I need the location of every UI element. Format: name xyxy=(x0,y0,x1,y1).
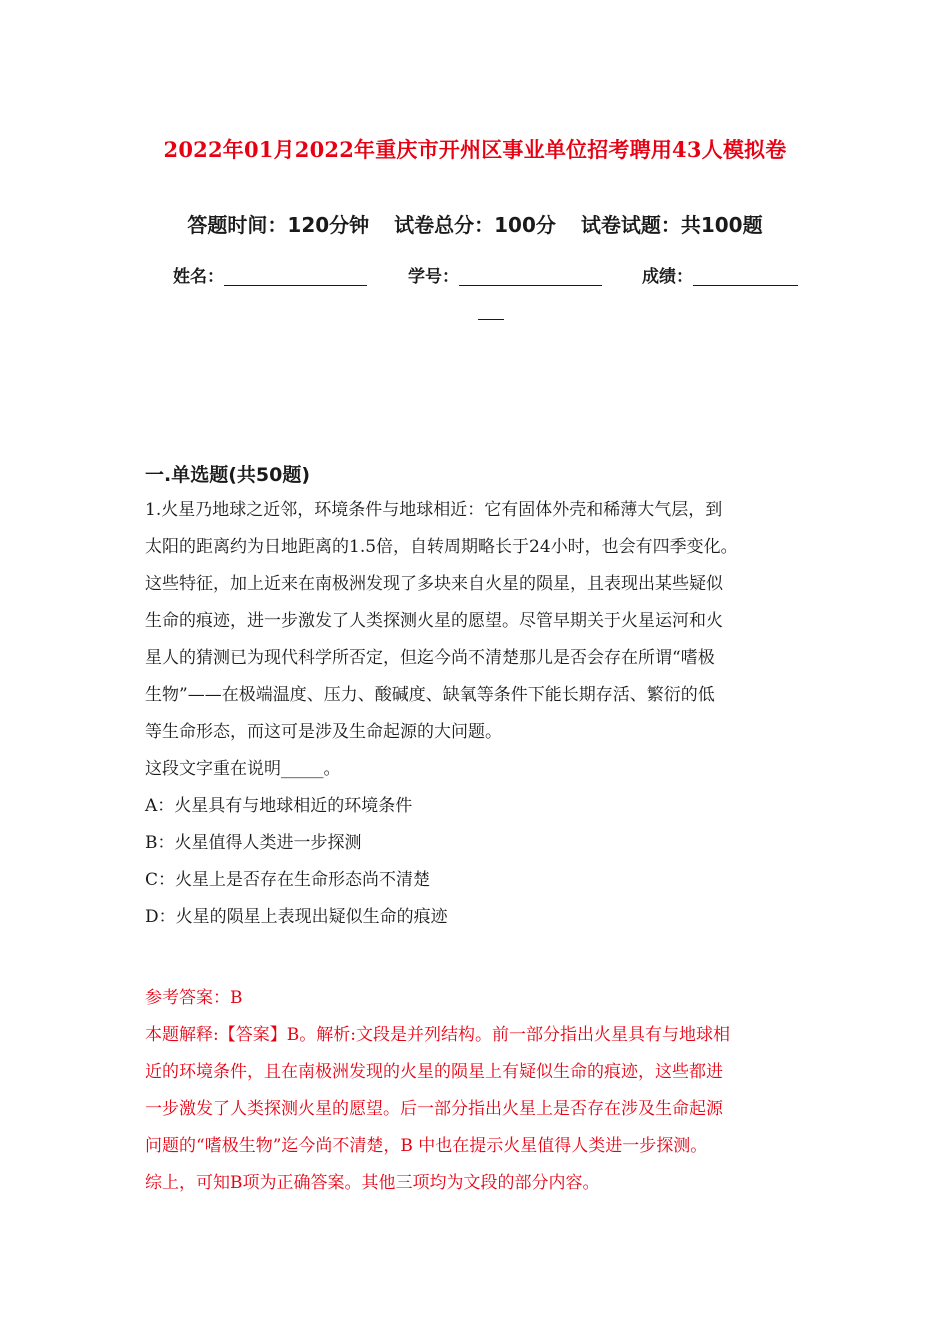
name-blank[interactable] xyxy=(224,267,367,286)
question-line: 太阳的距离约为日地距离的1.5倍，自转周期略长于24小时，也会有四季变化。 xyxy=(145,537,738,557)
exam-meta xyxy=(0,209,950,238)
question-line: 1.火星乃地球之近邻，环境条件与地球相近：它有固体外壳和稀薄大气层，到 xyxy=(145,500,723,520)
option-c: C：火星上是否存在生命形态尚不清楚 xyxy=(145,870,431,890)
id-field xyxy=(408,262,642,287)
page-title: 2022年01月2022年重庆市开州区事业单位招考聘用43人模拟卷 xyxy=(163,137,787,162)
exam-time: 答题时间：120分钟 xyxy=(187,213,370,237)
score-field xyxy=(642,262,802,287)
section-heading: 一.单选题(共50题) xyxy=(145,464,311,486)
explanation-line: 近的环境条件，且在南极洲发现的火星的陨星上有疑似生命的痕迹，这些都进 xyxy=(145,1062,723,1082)
question-line: 等生命形态，而这可是涉及生命起源的大问题。 xyxy=(145,722,502,742)
name-field xyxy=(173,262,408,287)
score-label: 成绩： xyxy=(642,267,693,287)
option-b: B：火星值得人类进一步探测 xyxy=(145,833,362,853)
explanation-line: 问题的“嗜极生物”迄今尚不清楚，B 中也在提示火星值得人类进一步探测。 xyxy=(145,1136,708,1156)
question-line: 生物”——在极端温度、压力、酸碱度、缺氧等条件下能长期存活、繁衍的低 xyxy=(145,685,715,705)
score-blank-continuation xyxy=(478,319,504,320)
explanation-line: 一步激发了人类探测火星的愿望。后一部分指出火星上是否存在涉及生命起源 xyxy=(145,1099,723,1119)
question-line: 星人的猜测已为现代科学所否定，但迄今尚不清楚那儿是否会存在所谓“嗜极 xyxy=(145,648,715,668)
explanation-line: 综上，可知B项为正确答案。其他三项均为文段的部分内容。 xyxy=(145,1173,600,1193)
name-label: 姓名： xyxy=(173,267,224,287)
explanation-line: 本题解释:【答案】B。解析:文段是并列结构。前一部分指出火星具有与地球相 xyxy=(145,1025,730,1045)
question-block xyxy=(145,492,810,936)
option-a: A：火星具有与地球相近的环境条件 xyxy=(145,796,413,816)
exam-total-score: 试卷总分：100分 xyxy=(394,213,556,237)
option-d: D：火星的陨星上表现出疑似生命的痕迹 xyxy=(145,907,448,927)
exam-total-questions: 试卷试题：共100题 xyxy=(580,213,763,237)
question-line: 生命的痕迹，进一步激发了人类探测火星的愿望。尽管早期关于火星运河和火 xyxy=(145,611,723,631)
id-label: 学号： xyxy=(408,267,459,287)
id-blank[interactable] xyxy=(459,267,602,286)
reference-answer: 参考答案：B xyxy=(145,988,243,1008)
answer-block xyxy=(145,980,810,1202)
question-line: 这些特征，加上近来在南极洲发现了多块来自火星的陨星，且表现出某些疑似 xyxy=(145,574,723,594)
question-prompt: 这段文字重在说明_____。 xyxy=(145,759,341,779)
score-blank[interactable] xyxy=(693,267,798,286)
student-info-fields xyxy=(173,262,813,287)
